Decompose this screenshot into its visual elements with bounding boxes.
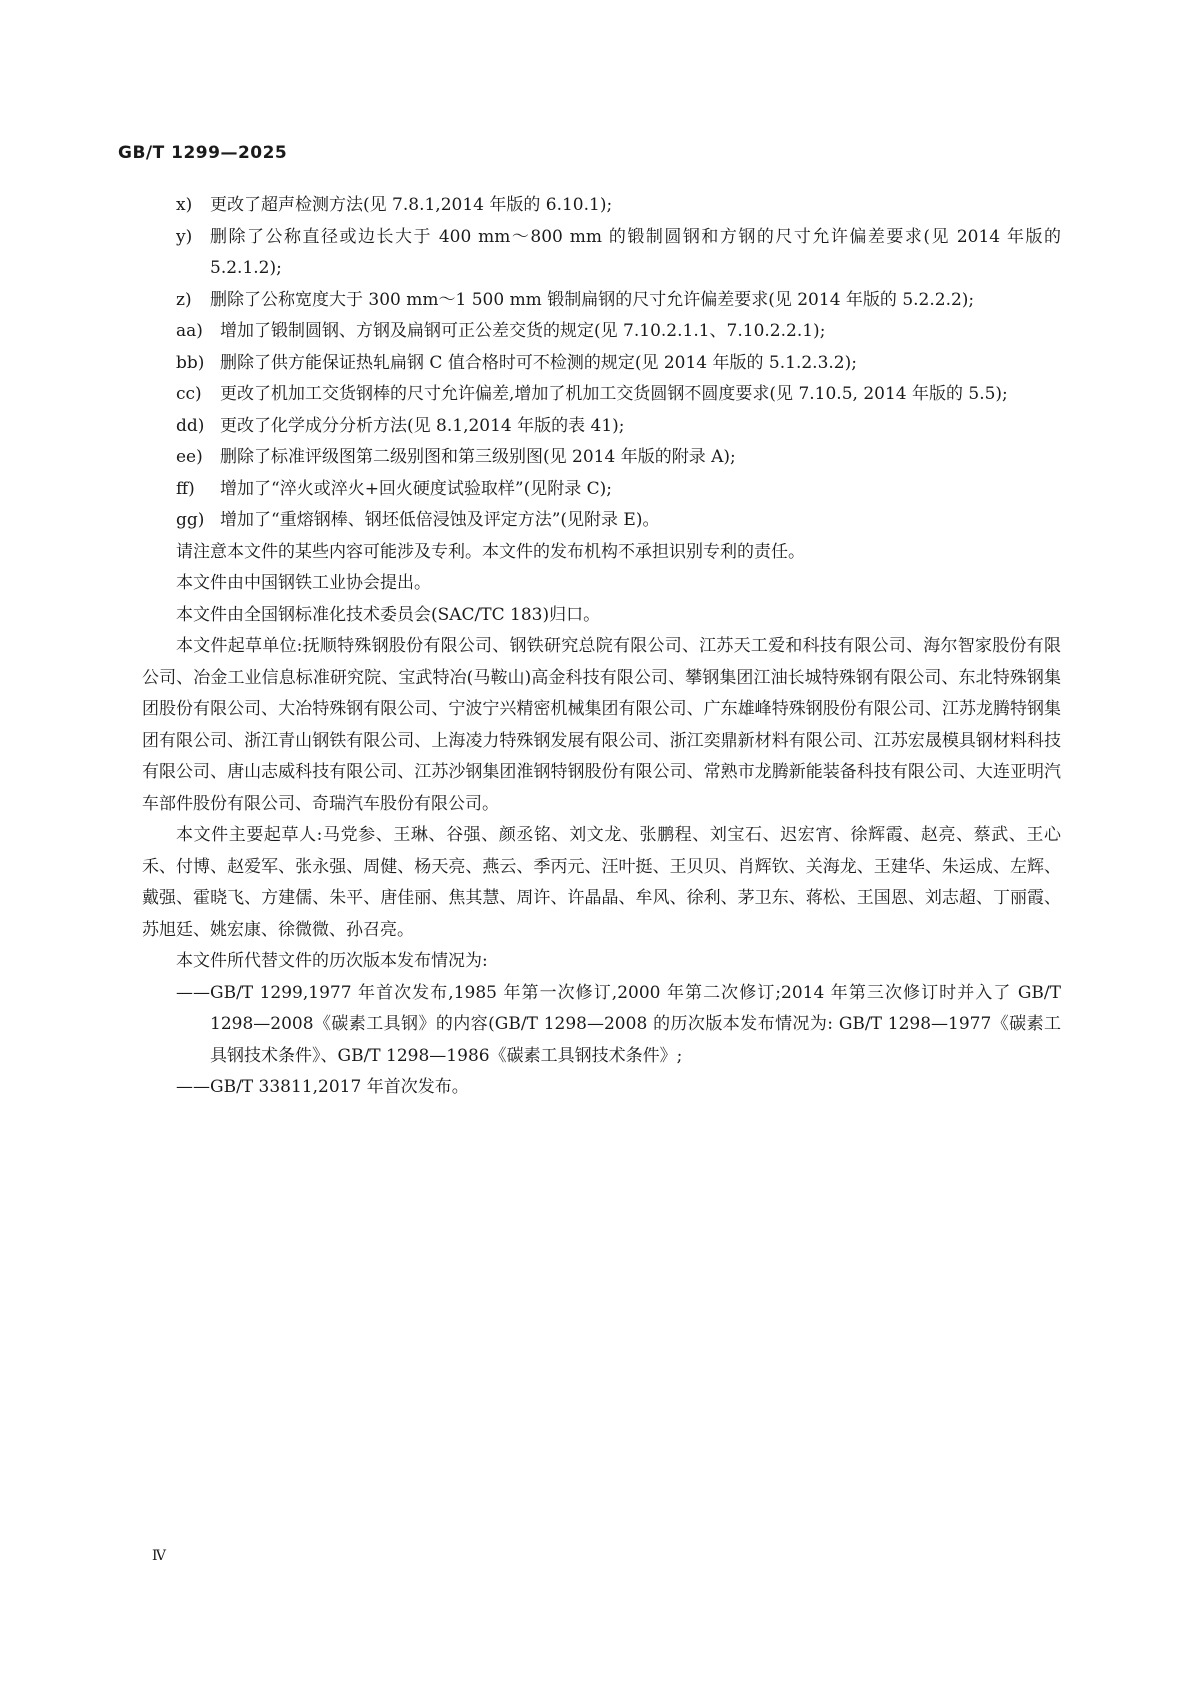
drafting-units-paragraph: 本文件起草单位:抚顺特殊钢股份有限公司、钢铁研究总院有限公司、江苏天工爱和科技有限公司、海尔智家股份有限公司、冶金工业信息标准研究院、宝武特冶(马鞍山)高金科技有限公司、攀钢集团江油长城特殊钢有限公司、东北特殊钢集团股份有限公司、大冶特殊钢有限公司、宁波宁兴精密机械集团有限公司、广东雄峰特殊钢股份有限公司、江苏龙腾特钢集团有限公司、浙江青山钢铁有限公司、上海凌力特殊钢发展有限公司、浙江奕鼎新材料有限公司、江苏宏晟模具钢材料科技有限公司、唐山志威科技有限公司、江苏沙钢集团淮钢特钢股份有限公司、常熟市龙腾新能装备科技有限公司、大连亚明汽车部件股份有限公司、奇瑞汽车股份有限公司。	[142, 636, 1061, 814]
list-item-text: 更改了超声检测方法(见 7.8.1,2014 年版的 6.10.1);	[210, 195, 613, 215]
page-number: Ⅳ	[152, 1548, 166, 1564]
list-item	[176, 379, 1061, 411]
list-item-text: 删除了公称直径或边长大于 400 mm～800 mm 的锻制圆钢和方钢的尺寸允许偏差要求(见 2014 年版的 5.2.1.2);	[210, 226, 1061, 278]
list-item-label: ee)	[176, 447, 203, 467]
list-item-text: 删除了供方能保证热轧扁钢 C 值合格时可不检测的规定(见 2014 年版的 5.1.2.3.2);	[220, 352, 857, 373]
list-item-text: 删除了标准评级图第二级别图和第三级别图(见 2014 年版的附录 A);	[220, 447, 736, 467]
list-item-label: z)	[176, 289, 192, 310]
technical-committee-paragraph: 本文件由全国钢标准化技术委员会(SAC/TC 183)归口。	[176, 604, 601, 625]
list-item-text: 更改了机加工交货钢棒的尺寸允许偏差,增加了机加工交货圆钢不圆度要求(见 7.10.5, 2014 年版的 5.5);	[220, 384, 1008, 404]
list-item	[176, 474, 1061, 506]
list-item-label: y)	[176, 226, 193, 247]
list-item-label: ff)	[176, 478, 195, 499]
list-item	[176, 190, 1061, 222]
list-item	[176, 411, 1061, 443]
list-item-label: gg)	[176, 510, 205, 530]
list-item-text: 删除了公称宽度大于 300 mm～1 500 mm 锻制扁钢的尺寸允许偏差要求(见 2014 年版的 5.2.2.2);	[210, 289, 975, 310]
list-item	[176, 505, 1061, 537]
patent-notice: 请注意本文件的某些内容可能涉及专利。本文件的发布机构不承担识别专利的责任。	[176, 541, 805, 562]
list-item-text: 增加了“重熔钢棒、钢坯低倍浸蚀及评定方法”(见附录 E)。	[220, 510, 660, 530]
list-item	[176, 348, 1061, 380]
document-number: GB/T 1299—2025	[118, 143, 288, 163]
proposer-paragraph: 本文件由中国钢铁工业协会提出。	[176, 573, 431, 593]
history-intro: 本文件所代替文件的历次版本发布情况为:	[176, 951, 488, 971]
list-item-text: 增加了“淬火或淬火+回火硬度试验取样”(见附录 C);	[220, 478, 613, 499]
list-item-text: 增加了锻制圆钢、方钢及扁钢可正公差交货的规定(见 7.10.2.1.1、7.10.2.2.1);	[220, 321, 826, 341]
history-item: ——GB/T 33811,2017 年首次发布。	[176, 1077, 469, 1097]
list-item-label: dd)	[176, 415, 205, 436]
list-item	[176, 222, 1061, 285]
list-item	[176, 285, 1061, 317]
list-item-label: aa)	[176, 321, 203, 341]
list-item	[176, 442, 1061, 474]
list-item-label: bb)	[176, 352, 205, 373]
list-item-label: cc)	[176, 384, 202, 404]
list-item-text: 更改了化学成分分析方法(见 8.1,2014 年版的表 41);	[220, 415, 625, 436]
document-body	[142, 190, 1061, 1104]
list-item	[176, 316, 1061, 348]
drafters-paragraph: 本文件主要起草人:马党参、王琳、谷强、颜丞铭、刘文龙、张鹏程、刘宝石、迟宏宵、徐辉霞、赵亮、蔡武、王心禾、付博、赵爱军、张永强、周健、杨天亮、燕云、季丙元、汪叶挺、王贝贝、肖辉钦、关海龙、王建华、朱运成、左辉、戴强、霍晓飞、方建儒、朱平、唐佳丽、焦其慧、周许、许晶晶、牟风、徐利、茅卫东、蒋松、王国恩、刘志超、丁丽霞、苏旭廷、姚宏康、徐微微、孙召亮。	[142, 825, 1061, 940]
history-item: ——GB/T 1299,1977 年首次发布,1985 年第一次修订,2000 年第二次修订;2014 年第三次修订时并入了 GB/T 1298—2008《碳素工具钢》的内容(GB/T 1298—2008 的历次版本发布情况为: GB/T 1298—1977《碳素工具钢技术条件》、GB/T 1298—1986《碳素工具钢技术条件》;	[176, 982, 1061, 1066]
list-item-label: x)	[176, 195, 193, 215]
